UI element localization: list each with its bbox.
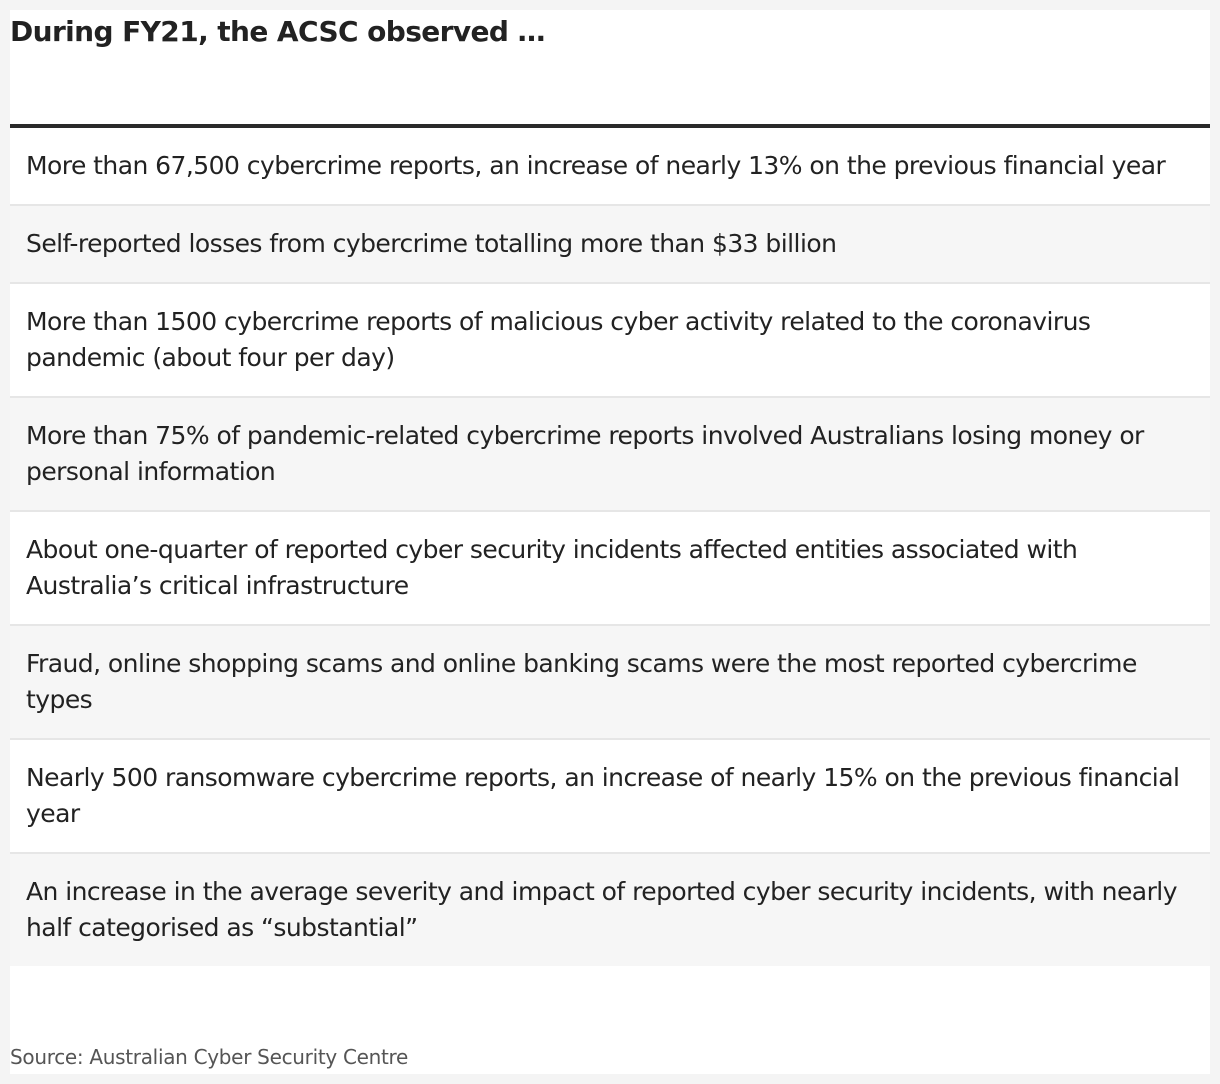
table-row: More than 1500 cybercrime reports of malicious cyber activity related to the coronavirus pandemic (about four per day) (10, 284, 1210, 398)
table-row: Nearly 500 ransomware cybercrime reports, an increase of nearly 15% on the previous financial year (10, 740, 1210, 854)
table-row: About one-quarter of reported cyber security incidents affected entities associated with Australia’s critical infrastructure (10, 512, 1210, 626)
table-row: More than 67,500 cybercrime reports, an increase of nearly 13% on the previous financial year (10, 128, 1210, 206)
table-card (10, 10, 1210, 1074)
findings-table (10, 128, 1210, 966)
table-title: During FY21, the ACSC observed … (10, 15, 545, 48)
table-row: Self-reported losses from cybercrime totalling more than $33 billion (10, 206, 1210, 284)
table-row: Fraud, online shopping scams and online banking scams were the most reported cybercrime types (10, 626, 1210, 740)
source-note: Source: Australian Cyber Security Centre (10, 1045, 409, 1069)
table-row: More than 75% of pandemic-related cybercrime reports involved Australians losing money or personal information (10, 398, 1210, 512)
table-row: An increase in the average severity and impact of reported cyber security incidents, with nearly half categorised as “substantial” (10, 854, 1210, 966)
